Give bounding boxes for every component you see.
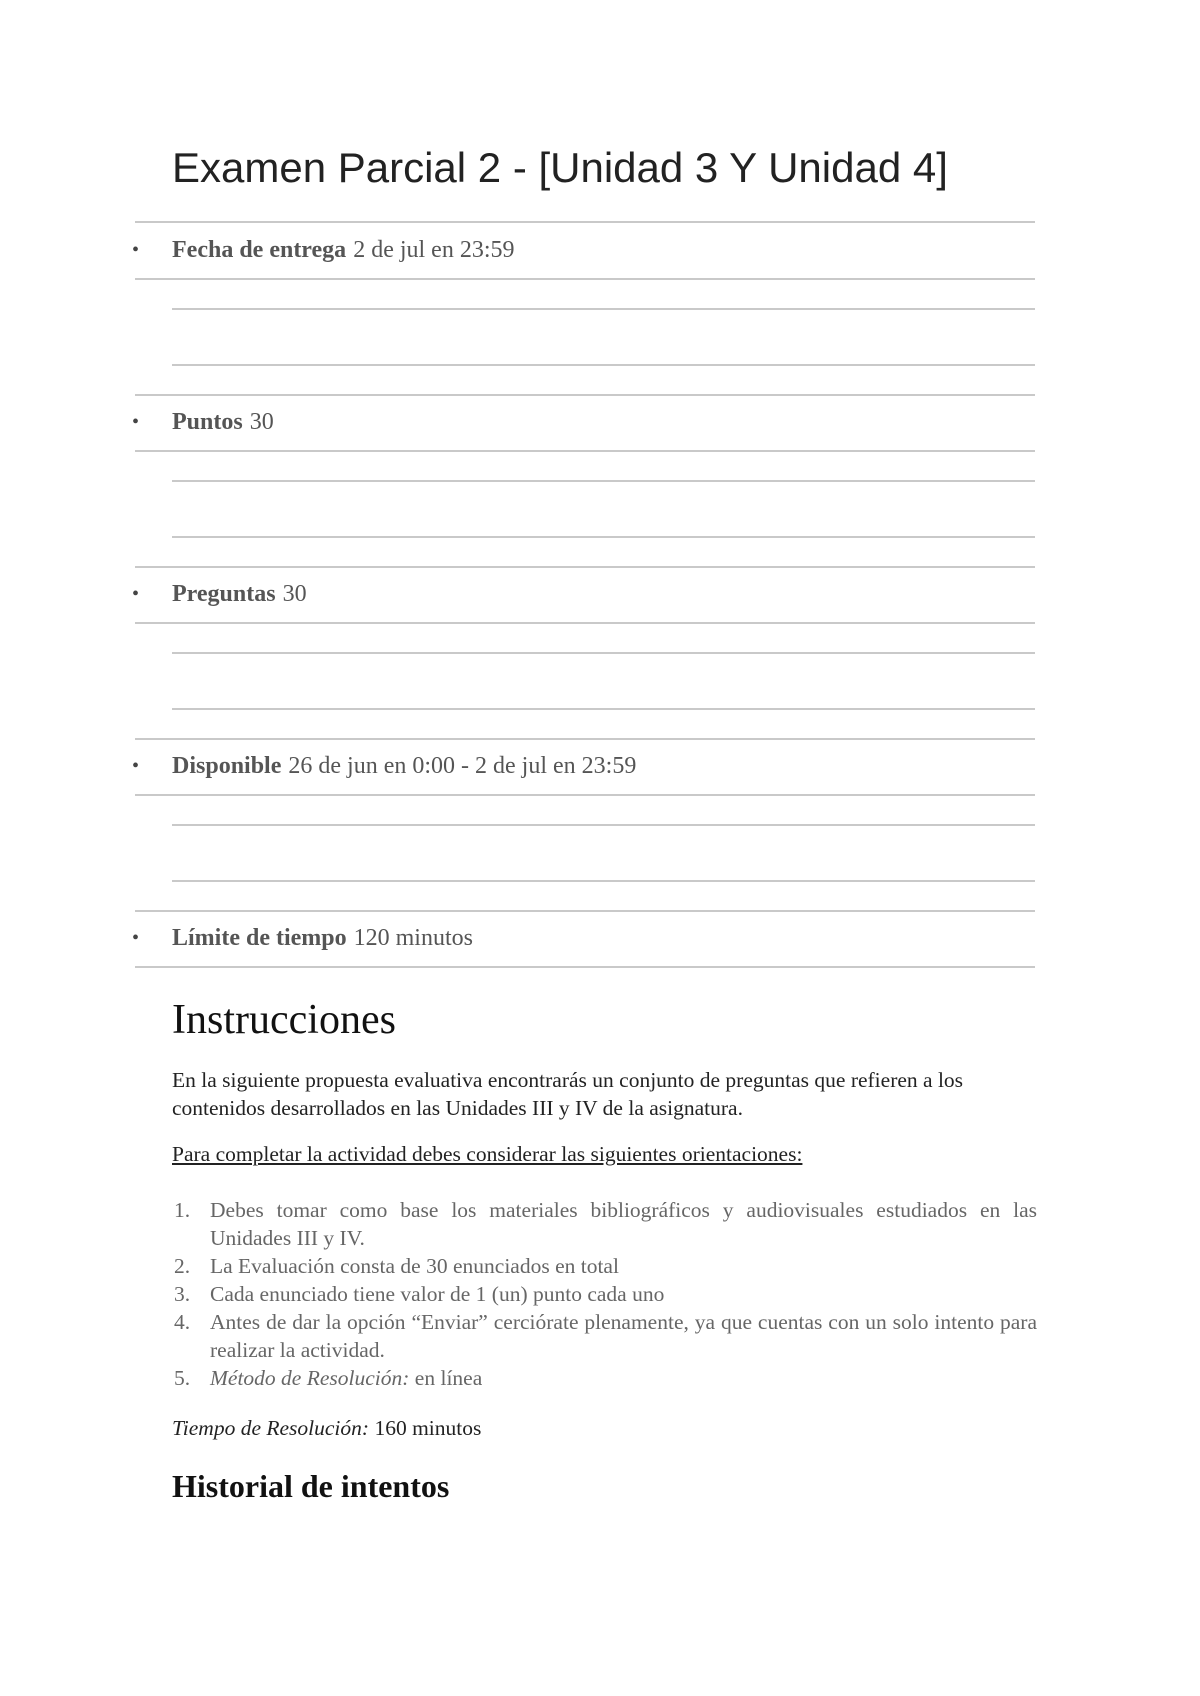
list-number: 5. <box>174 1366 191 1390</box>
bullet-icon: • <box>132 238 140 261</box>
bullet-icon: • <box>132 582 140 605</box>
list-text: Antes de dar la opción “Enviar” cerciórate plenamente, ya que cuentas con un solo intento para realizar la actividad. <box>210 1310 1037 1362</box>
detail-available <box>132 748 1032 784</box>
divider <box>172 652 1035 654</box>
list-text: en línea <box>414 1366 483 1390</box>
divider <box>135 394 1035 396</box>
divider <box>172 308 1035 310</box>
divider <box>172 480 1035 482</box>
detail-label: Límite de tiempo <box>172 924 347 951</box>
list-number: 2. <box>174 1254 191 1278</box>
list-text: La Evaluación consta de 30 enunciados en total <box>210 1254 619 1278</box>
divider <box>172 364 1035 366</box>
history-heading: Historial de intentos <box>172 1468 450 1504</box>
detail-due-date <box>132 232 1032 268</box>
detail-value: 30 <box>249 408 274 435</box>
list-label: Método de Resolución: <box>210 1366 410 1390</box>
list-text: Debes tomar como base los materiales bibliográficos y audiovisuales estudiados en las Unidades III y IV. <box>210 1198 1037 1250</box>
divider <box>135 221 1035 223</box>
resolution-time-value: 160 minutos <box>374 1416 482 1440</box>
orientations-title <box>172 1140 1042 1168</box>
detail-value: 26 de jun en 0:00 - 2 de jul en 23:59 <box>288 752 637 779</box>
detail-value: 30 <box>282 580 307 607</box>
list-item <box>172 1252 1037 1280</box>
divider <box>135 966 1035 968</box>
bullet-icon: • <box>132 754 140 777</box>
resolution-time-label: Tiempo de Resolución: <box>172 1416 370 1440</box>
detail-time-limit <box>132 920 1032 956</box>
list-number: 4. <box>174 1310 191 1334</box>
list-item <box>172 1280 1037 1308</box>
divider <box>135 738 1035 740</box>
list-number: 3. <box>174 1282 191 1306</box>
detail-label: Preguntas <box>172 580 276 607</box>
bullet-icon: • <box>132 410 140 433</box>
detail-value: 120 minutos <box>353 924 473 951</box>
list-item <box>172 1364 1037 1392</box>
detail-label: Fecha de entrega <box>172 236 347 263</box>
divider <box>135 566 1035 568</box>
list-item <box>172 1308 1037 1364</box>
orientations-title-text: Para completar la actividad debes considerar las siguientes orientaciones: <box>172 1142 803 1166</box>
list-number: 1. <box>174 1198 191 1222</box>
divider <box>135 622 1035 624</box>
detail-label: Disponible <box>172 752 282 779</box>
divider <box>172 824 1035 826</box>
resolution-time <box>172 1414 1042 1442</box>
divider <box>135 910 1035 912</box>
divider <box>172 708 1035 710</box>
list-text: Cada enunciado tiene valor de 1 (un) punto cada uno <box>210 1282 665 1306</box>
divider <box>135 278 1035 280</box>
divider <box>172 880 1035 882</box>
detail-points <box>132 404 1032 440</box>
list-item <box>172 1196 1037 1252</box>
divider <box>172 536 1035 538</box>
detail-value: 2 de jul en 23:59 <box>353 236 515 263</box>
instructions-heading: Instrucciones <box>172 997 396 1043</box>
bullet-icon: • <box>132 926 140 949</box>
detail-questions <box>132 576 1032 612</box>
divider <box>135 450 1035 452</box>
orientations-list <box>172 1196 1037 1392</box>
instructions-intro: En la siguiente propuesta evaluativa encontrarás un conjunto de preguntas que refieren a los contenidos desarrollados en las Unidades III y IV de la asignatura. <box>172 1068 964 1120</box>
page-title: Examen Parcial 2 - [Unidad 3 Y Unidad 4] <box>172 144 948 191</box>
detail-label: Puntos <box>172 408 243 435</box>
divider <box>135 794 1035 796</box>
